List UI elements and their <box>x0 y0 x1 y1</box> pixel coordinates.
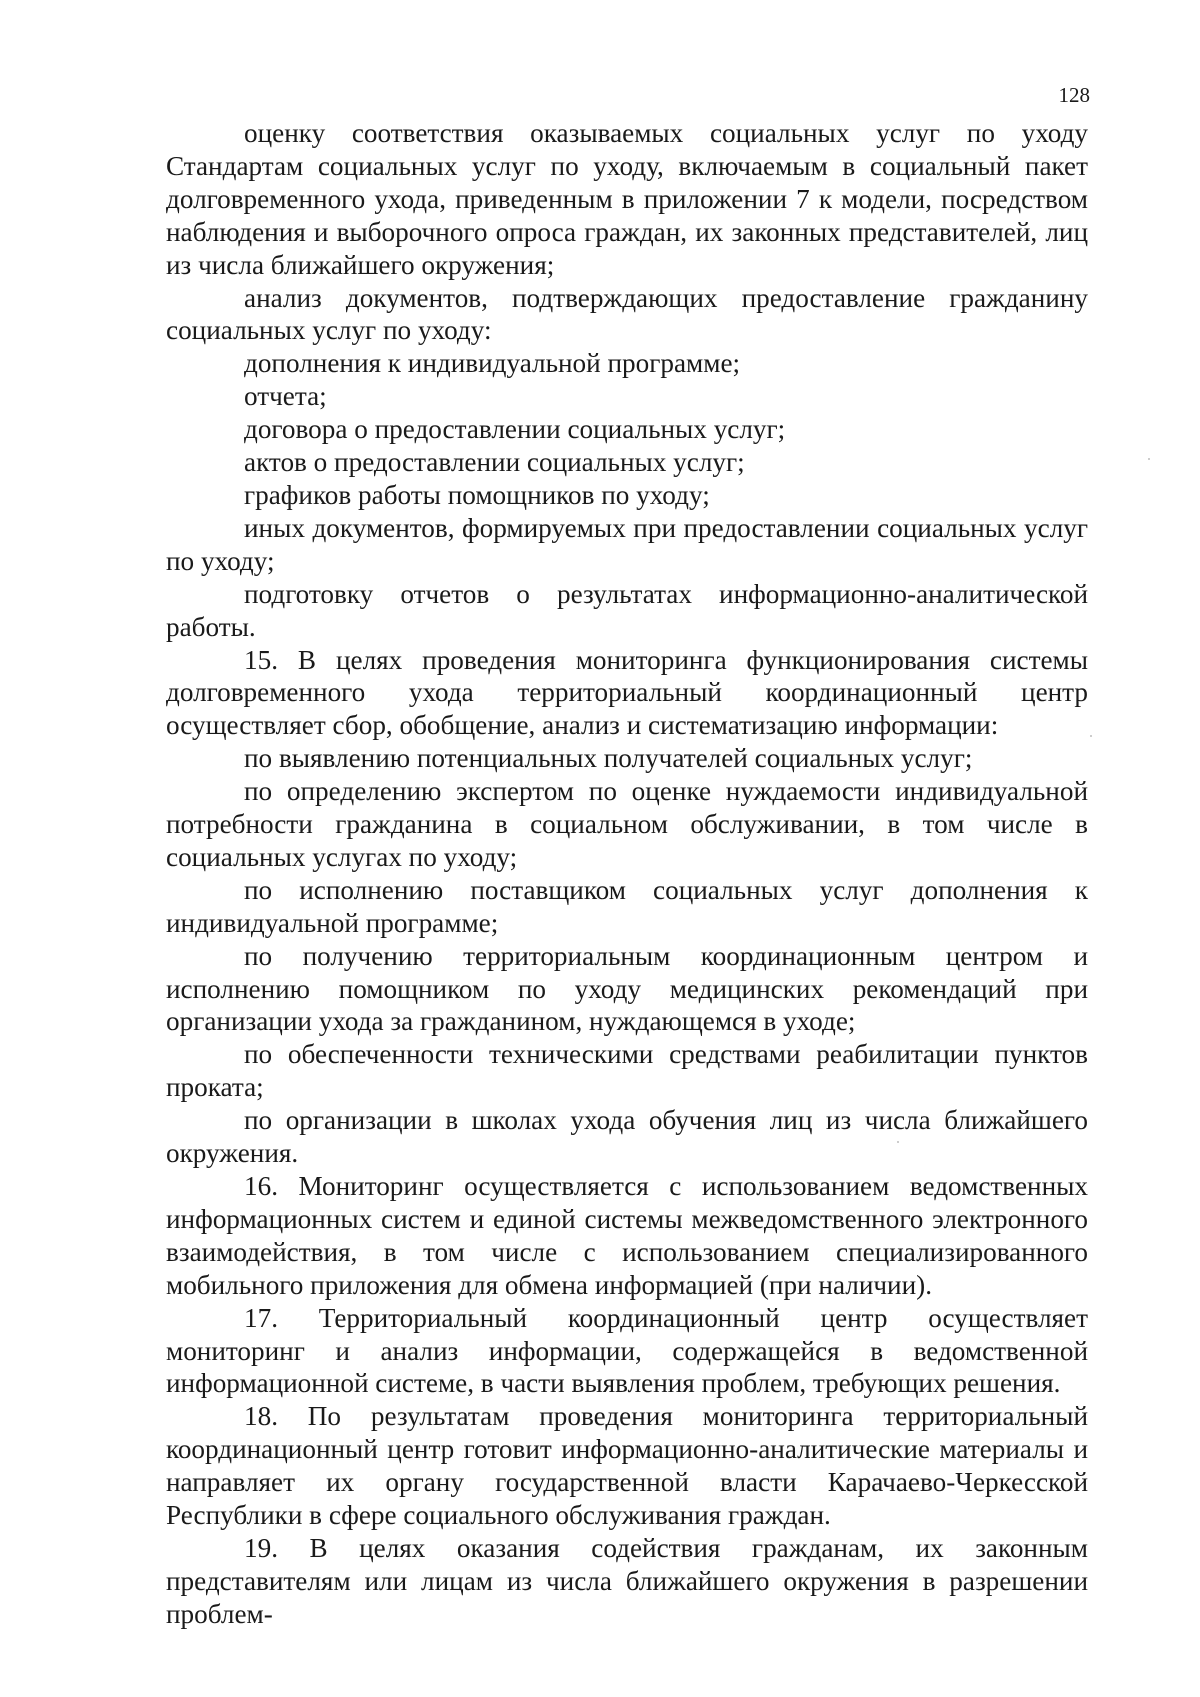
numbered-paragraph: 19. В целях оказания содействия гражданам, их законным представителям или лицам из числа ближайшего окружения в разрешении проблем- <box>166 1532 1088 1629</box>
numbered-paragraph: 15. В целях проведения мониторинга функционирования системы долговременного ухода территориальный координационный центр осуществляет сбор, обобщение, анализ и систематизацию информации: <box>166 644 1088 741</box>
list-item: договора о предоставлении социальных услуг; <box>244 414 786 445</box>
paragraph: оценку соответствия оказываемых социальных услуг по уходу Стандартам социальных услуг по уходу, включаемым в социальный пакет долговременного ухода, приведенным в приложении 7 к модели, посредством наблюдения и выборочного опроса граждан, их законных представителей, лиц из числа ближайшего окружения; <box>166 118 1088 280</box>
list-item: по исполнению поставщиком социальных услуг дополнения к индивидуальной программе; <box>166 874 1088 938</box>
page-number: 128 <box>1058 83 1090 107</box>
numbered-paragraph: 18. По результатам проведения мониторинга территориальный координационный центр готовит информационно-аналитические материалы и направляет их органу государственной власти Карачаево-Черкесской Республики в сфере социального обслуживания граждан. <box>166 1401 1088 1531</box>
list-item: графиков работы помощников по уходу; <box>244 479 710 510</box>
list-item: по определению экспертом по оценке нуждаемости индивидуальной потребности гражданина в социальном обслуживании, в том числе в социальных услугах по уходу; <box>166 776 1088 872</box>
list-item: актов о предоставлении социальных услуг; <box>244 447 745 478</box>
scan-speck <box>897 1141 899 1143</box>
scan-speck <box>1090 735 1092 737</box>
list-item: дополнения к индивидуальной программе; <box>244 348 741 379</box>
list-item: отчета; <box>244 381 327 412</box>
numbered-paragraph: 17. Территориальный координационный центр осуществляет мониторинг и анализ информации, содержащейся в ведомственной информационной системе, в части выявления проблем, требующих решения. <box>166 1302 1088 1399</box>
list-item: по получению территориальным координационным центром и исполнению помощником по уходу медицинских рекомендаций при организации ухода за гражданином, нуждающемся в уходе; <box>166 940 1088 1037</box>
paragraph: анализ документов, подтверждающих предоставление гражданину социальных услуг по уходу: <box>166 282 1088 346</box>
list-item: по обеспеченности техническими средствами реабилитации пунктов проката; <box>166 1039 1088 1103</box>
list-item: иных документов, формируемых при предоставлении социальных услуг по уходу; <box>166 512 1088 576</box>
paragraph: подготовку отчетов о результатах информационно-аналитической работы. <box>166 578 1088 642</box>
list-item: по выявлению потенциальных получателей социальных услуг; <box>244 743 973 774</box>
document-body <box>166 117 1088 1631</box>
numbered-paragraph: 16. Мониторинг осуществляется с использованием ведомственных информационных систем и единой системы межведомственного электронного взаимодействия, в том числе с использованием специализированного мобильного приложения для обмена информацией (при наличии). <box>166 1171 1088 1300</box>
list-item: по организации в школах ухода обучения лиц из числа ближайшего окружения. <box>166 1105 1088 1169</box>
scan-speck <box>1148 458 1150 460</box>
